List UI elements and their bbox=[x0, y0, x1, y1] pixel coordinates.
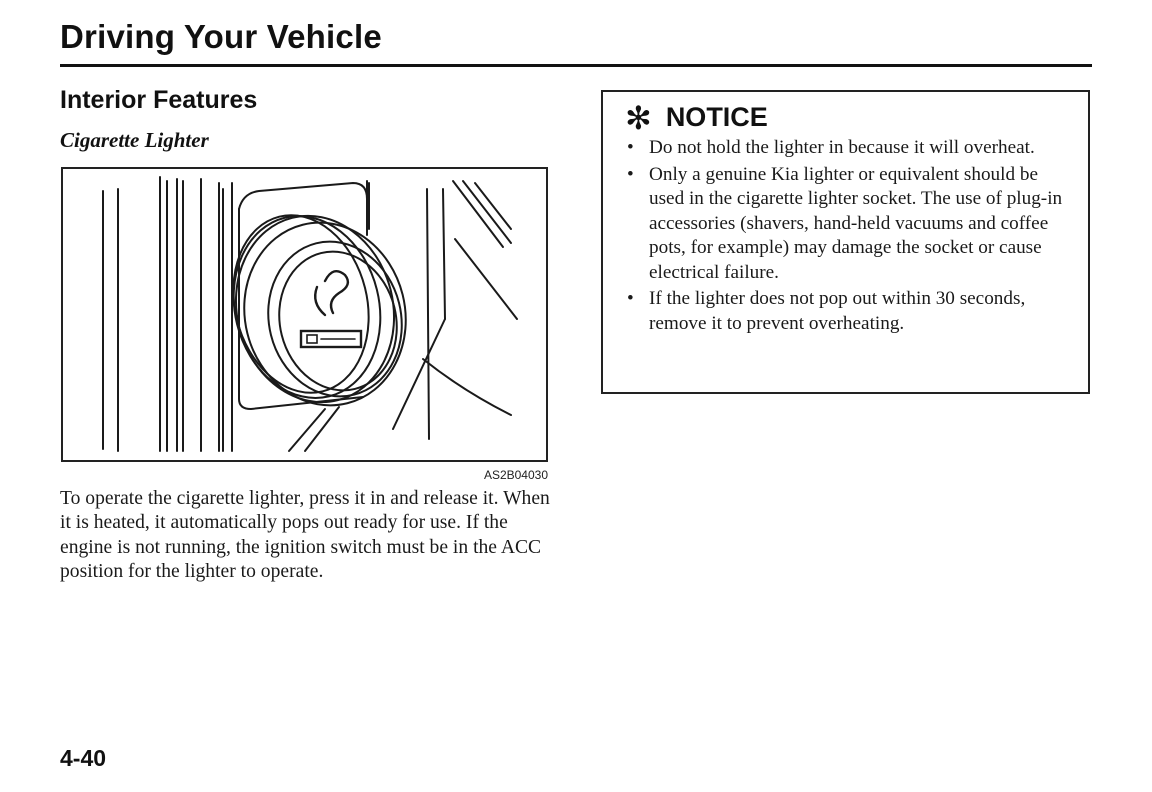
chapter-title: Driving Your Vehicle bbox=[60, 18, 382, 55]
notice-list bbox=[625, 136, 1065, 338]
notice-item-text: Only a genuine Kia lighter or equivalent should be used in the cigarette lighter socket. The use of plug-in accessories (shavers, hand-held vacuums and coffee pots, for example) may damage the socket or cause electrical failure. bbox=[649, 163, 1063, 283]
cigarette-lighter-illustration bbox=[63, 169, 546, 460]
notice-item-text: If the lighter does not pop out within 30 seconds, remove it to prevent overheating. bbox=[649, 288, 1026, 334]
section-title: Interior Features bbox=[60, 86, 258, 114]
notice-item bbox=[625, 136, 1065, 161]
notice-asterisk-icon: ✻ bbox=[625, 100, 652, 136]
bullet-icon: • bbox=[627, 288, 634, 309]
subsection-title: Cigarette Lighter bbox=[60, 128, 209, 152]
body-paragraph: To operate the cigarette lighter, press it in and release it. When it is heated, it automatically pops out ready for use. If the engine is not running, the ignition switch must be in the ACC position for the lighter to operate. bbox=[60, 488, 550, 583]
bullet-icon: • bbox=[627, 137, 634, 158]
page-number: 4-40 bbox=[60, 745, 107, 771]
notice-item-text: Do not hold the lighter in because it will overheat. bbox=[649, 137, 1035, 158]
notice-box bbox=[601, 90, 1090, 394]
bullet-icon: • bbox=[627, 163, 634, 185]
figure-code: AS2B04030 bbox=[483, 468, 548, 482]
header-rule bbox=[60, 64, 1092, 67]
figure-frame bbox=[61, 167, 548, 462]
notice-heading bbox=[625, 98, 768, 136]
notice-item bbox=[625, 163, 1065, 286]
notice-item bbox=[625, 287, 1065, 336]
notice-heading-text: NOTICE bbox=[665, 101, 768, 132]
